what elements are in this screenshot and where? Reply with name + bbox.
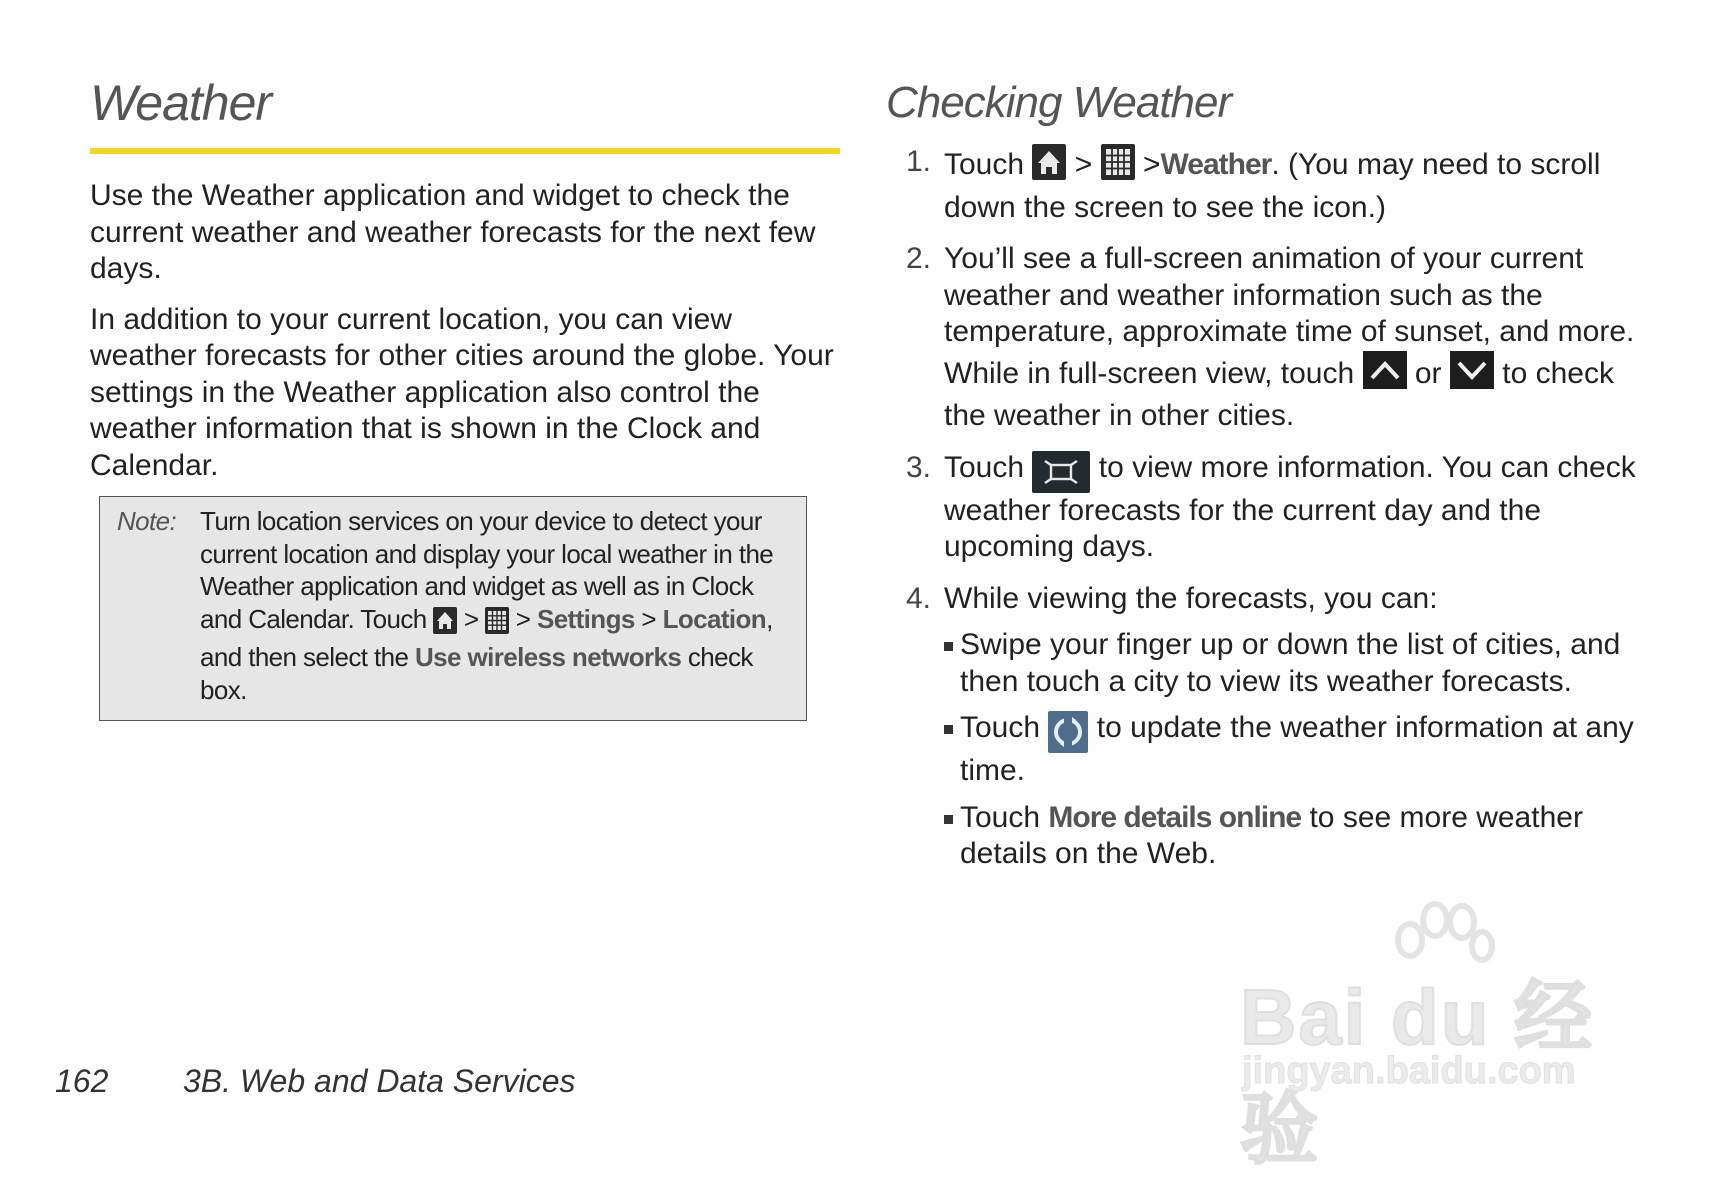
page-footer — [55, 1063, 576, 1100]
bullet-list — [944, 627, 1646, 873]
location-label: Location — [662, 603, 767, 634]
note-comma: , — [766, 603, 773, 634]
weather-label: Weather — [1160, 148, 1272, 181]
step-text: Touch — [944, 450, 1025, 484]
bullet-item — [944, 627, 1646, 700]
step-text: Touch — [944, 148, 1025, 181]
note-sep-3: > — [641, 603, 656, 634]
note-label: Note: — [117, 506, 177, 536]
or-text: or — [1414, 356, 1442, 390]
step-2 — [886, 241, 1646, 435]
step-1 — [886, 144, 1646, 226]
step-body — [944, 450, 1646, 566]
note-sep-2: > — [515, 603, 531, 634]
steps-list — [886, 144, 1646, 883]
home-icon — [1032, 144, 1066, 190]
apps-grid-icon — [1101, 144, 1135, 190]
bullet-text: Touch — [960, 711, 1041, 744]
page-number: 162 — [55, 1063, 109, 1099]
right-column — [886, 72, 1646, 898]
step-body — [944, 144, 1646, 226]
bullet-mark — [944, 627, 960, 700]
expand-view-icon — [1032, 451, 1090, 493]
step-number: 3. — [906, 450, 932, 484]
step-text: You’ll see a full-screen animation of your current weather and weather information such as the temperature, approximate time of sunset, and more. While in full-screen view, touch — [944, 242, 1635, 390]
bullet-item — [944, 800, 1646, 873]
bullet-text: to update the weather information at any time. — [960, 711, 1634, 787]
section-title: Checking Weather — [886, 78, 1232, 127]
step-text: to view more information. You can check weather forecasts for the current day and the upcoming days. — [944, 450, 1636, 563]
bullet-item — [944, 710, 1646, 790]
title-rule — [90, 148, 840, 154]
step-4 — [886, 581, 1646, 883]
more-details-online-label: More details online — [1048, 800, 1302, 834]
location-paragraph: In addition to your current location, you can view weather forecasts for other cities around the globe. Your settings in the Weather application also control the weather information that is shown in the Clock and Calendar. — [90, 302, 834, 482]
step-text: to check the weather in other cities. — [944, 356, 1614, 432]
bullet-mark — [944, 710, 960, 790]
use-wireless-label: Use wireless networks — [414, 642, 682, 672]
section-name: 3B. Web and Data Services — [183, 1063, 576, 1099]
chevron-up-icon — [1363, 351, 1407, 399]
watermark-url: jingyan.baidu.com — [1242, 1050, 1576, 1092]
separator: > — [1142, 148, 1161, 181]
step-body — [944, 581, 1646, 883]
note-text-b: and then select the — [200, 642, 409, 672]
bullet-text: Touch — [960, 800, 1041, 834]
note-box — [99, 496, 807, 721]
page-title: Weather — [90, 75, 272, 131]
bullet-mark — [944, 800, 960, 873]
step-text: While viewing the forecasts, you can: — [944, 581, 1438, 615]
note-sep-1: > — [463, 603, 479, 634]
refresh-icon — [1048, 711, 1088, 753]
home-icon — [433, 607, 457, 642]
left-column — [90, 72, 840, 721]
note-text-c: check box. — [200, 642, 753, 705]
chevron-down-icon — [1450, 351, 1494, 399]
step-text: . (You may need to scroll down the screen to see the icon.) — [944, 148, 1601, 224]
intro-paragraph: Use the Weather application and widget to check the current weather and weather forecasts for the next few days. — [90, 179, 816, 285]
bullet-text: Swipe your finger up or down the list of cities, and then touch a city to view its weather forecasts. — [960, 628, 1621, 698]
step-number: 1. — [906, 145, 932, 178]
bullet-text: to see more weather details on the Web. — [960, 800, 1583, 870]
bullet-body — [960, 710, 1646, 790]
apps-grid-icon — [485, 607, 509, 642]
watermark-main-text: Bai du 经验 — [1240, 973, 1595, 1173]
separator: > — [1074, 148, 1093, 181]
step-body — [944, 241, 1646, 435]
step-number: 2. — [906, 242, 932, 275]
bullet-body — [960, 800, 1646, 873]
baidu-watermark — [1240, 900, 1660, 1173]
step-number: 4. — [906, 581, 932, 615]
note-text-a: Turn location services on your device to detect your current location and display your local weather in the Weather application and widget as well as in Clock and Calendar. Touch — [200, 506, 774, 634]
step-3 — [886, 450, 1646, 566]
settings-label: Settings — [536, 603, 635, 634]
note-text — [200, 505, 786, 706]
